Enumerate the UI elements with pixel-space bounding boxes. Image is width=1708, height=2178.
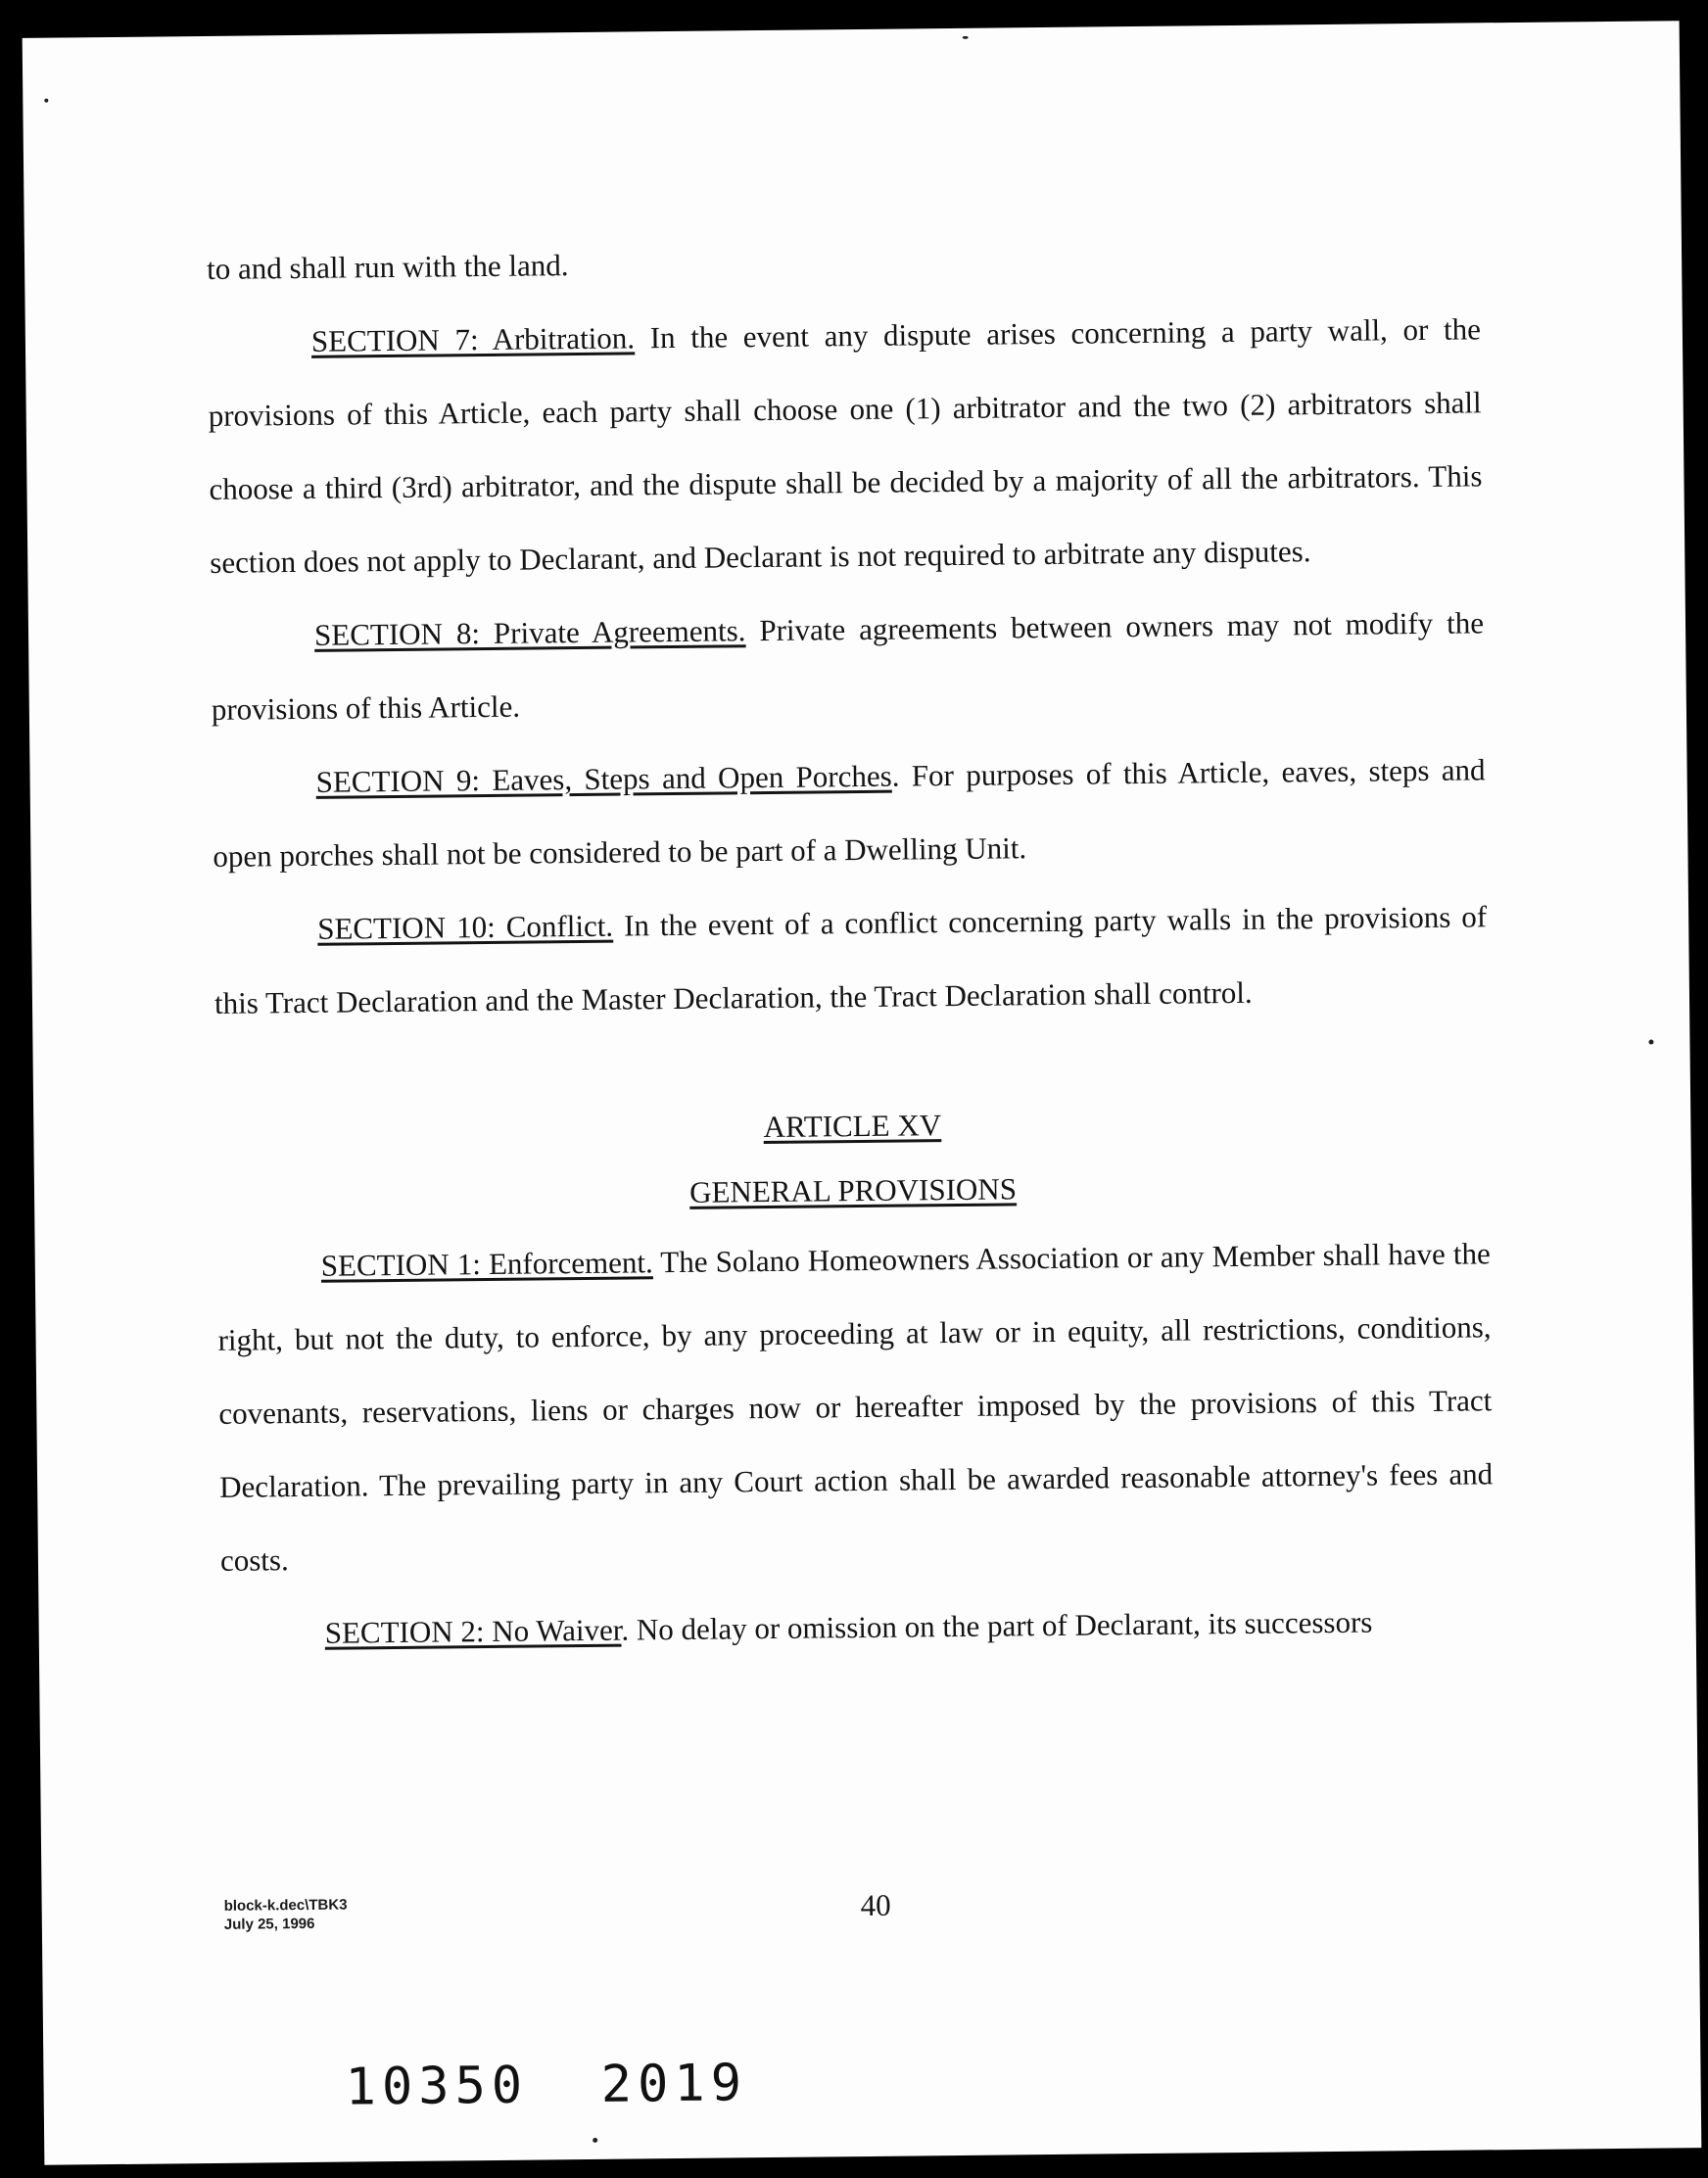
footer-file-ref: block-k.dec\TBK3 xyxy=(223,1896,348,1915)
section-8 xyxy=(211,586,1485,746)
section-2-body: . No delay or omission on the part of Declarant, its successors xyxy=(621,1604,1373,1647)
section-9-heading: SECTION 9: Eaves, Steps and Open Porches xyxy=(315,758,892,799)
article-title: GENERAL PROVISIONS xyxy=(688,1171,1018,1209)
document-page xyxy=(23,21,1702,2165)
section-9 xyxy=(212,733,1486,893)
document-body xyxy=(207,218,1494,1671)
section-2-heading: SECTION 2: No Waiver xyxy=(324,1612,622,1650)
section-7-body: In the event any dispute arises concerning a party wall, or the provisions of this Article, each party shall choose one (1) arbitrator and the two (2) arbitrators shall choose a third (3rd) arbitrator, and the dispute shall be decided by a majority of all the arbitrators. This section does not apply to Declarant, and Declarant is not required to arbitrate any disputes. xyxy=(208,311,1483,580)
scan-speck xyxy=(593,2138,597,2143)
section-1-body: The Solano Homeowners Association or any Member shall have the right, but not the duty, to enforce, by any proceeding at law or in equity, all restrictions, conditions, covenants, reservations, liens or charges now or hereafter imposed by the provisions of this Tract Declaration. The prevailing party in any Court action shall be awarded reasonable attorney's fees and costs. xyxy=(217,1236,1494,1578)
scan-speck xyxy=(1648,1040,1653,1045)
recording-stamp: 10350 2019 xyxy=(345,2054,748,2117)
section-8-heading: SECTION 8: Private Agreements. xyxy=(313,613,746,652)
section-8-body: Private agreements between owners may not modify the provisions of this Article. xyxy=(211,605,1485,727)
section-10 xyxy=(214,879,1488,1040)
section-7-heading: SECTION 7: Arbitration. xyxy=(310,320,636,358)
section-1-heading: SECTION 1: Enforcement. xyxy=(320,1245,653,1283)
section-10-body: In the event of a conflict concerning party walls in the provisions of this Tract Declaration and the Master Declaration, the Tract Declaration shall control. xyxy=(214,899,1488,1020)
scan-speck xyxy=(963,36,969,39)
article-number: ARTICLE XV xyxy=(763,1108,942,1145)
opening-line: to and shall run with the land. xyxy=(206,248,569,286)
section-10-heading: SECTION 10: Conflict. xyxy=(317,908,614,946)
footer-file-reference xyxy=(224,1896,348,1934)
section-9-body: . For purposes of this Article, eaves, steps and open porches shall not be considered to be part of a Dwelling Unit. xyxy=(213,752,1486,874)
section-7 xyxy=(208,292,1484,599)
footer-date: July 25, 1996 xyxy=(223,1915,315,1933)
section-2 xyxy=(220,1584,1494,1671)
scan-speck xyxy=(44,99,48,103)
page-number: 40 xyxy=(860,1887,891,1923)
section-1 xyxy=(216,1216,1494,1597)
